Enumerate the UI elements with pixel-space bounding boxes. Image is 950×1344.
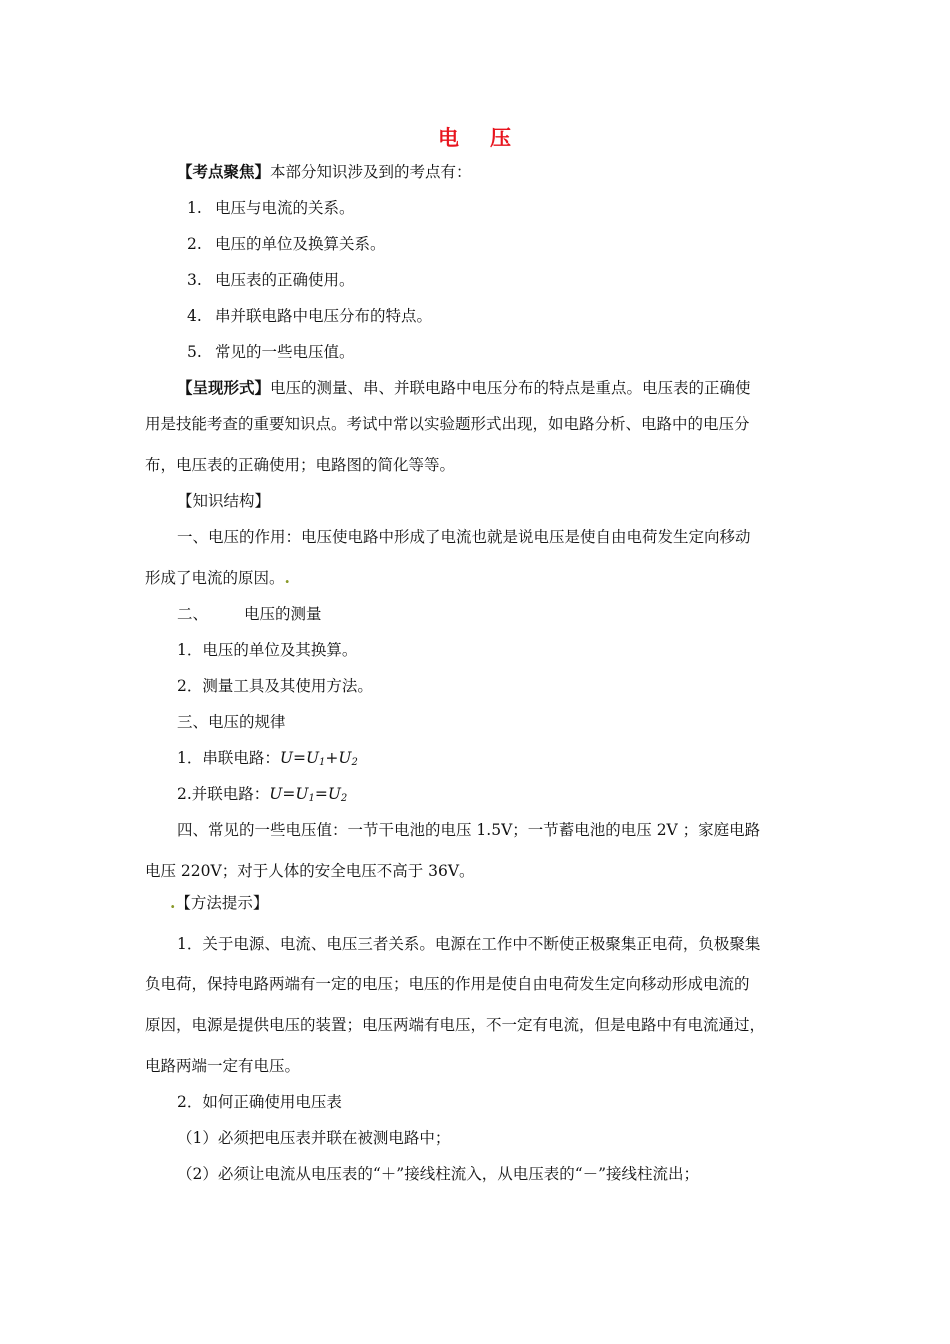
form-line-2: 用是技能考查的重要知识点。考试中常以实验题形式出现，如电路分析、电路中的电压分	[145, 415, 750, 433]
page-title: 电 压	[438, 125, 512, 150]
method-p1-line2: 负电荷，保持电路两端有一定的电压；电压的作用是使自由电荷发生定向移动形成电流的	[145, 975, 750, 993]
structure-s3-item1: 1．串联电路：$U=U_1+U_2$	[177, 749, 358, 768]
focus-heading: 【考点聚焦】	[177, 162, 271, 181]
focus-intro: 本部分知识涉及到的考点有：	[270, 163, 472, 181]
structure-s1-line1: 一、电压的作用：电压使电路中形成了电流也就是说电压是使自由电荷发生定向移动	[177, 528, 751, 546]
structure-s3-item2: 2.并联电路：$U=U_1=U_2$	[177, 785, 348, 804]
method-p1-line4: 电路两端一定有电压。	[145, 1057, 301, 1075]
structure-s1-line2: 形成了电流的原因。.	[145, 568, 290, 587]
structure-s2-item2: 2．测量工具及其使用方法。	[177, 677, 373, 695]
focus-item-5: 5. 常见的一些电压值。	[187, 343, 355, 361]
series-formula: $U=U_1+U_2$	[279, 749, 358, 768]
structure-s2-heading: 二、 电压的测量	[177, 605, 322, 623]
structure-s2-item1: 1．电压的单位及其换算。	[177, 641, 358, 659]
focus-item-1: 1. 电压与电流的关系。	[187, 199, 355, 217]
method-p1-line1: 1．关于电源、电流、电压三者关系。电源在工作中不断使正极聚集正电荷，负极聚集	[177, 935, 761, 953]
method-p2-title: 2．如何正确使用电压表	[177, 1093, 342, 1111]
marker-dot: .	[284, 568, 290, 587]
method-p2-item2: （2）必须让电流从电压表的“＋”接线柱流入，从电压表的“－”接线柱流出；	[177, 1165, 700, 1183]
structure-heading: 【知识结构】	[177, 492, 271, 510]
form-heading: 【呈现形式】	[177, 378, 271, 397]
focus-item-3: 3. 电压表的正确使用。	[187, 271, 355, 289]
method-p1-line3: 原因，电源是提供电压的装置；电压两端有电压，不一定有电流，但是电路中有电流通过，	[145, 1016, 766, 1034]
form-line-1: 【呈现形式】电压的测量、串、并联电路中电压分布的特点是重点。电压表的正确使	[177, 378, 751, 397]
structure-s4-line2: 电压 220V；对于人体的安全电压不高于 36V。	[145, 862, 475, 880]
structure-s3-heading: 三、电压的规律	[177, 713, 286, 731]
focus-heading-line	[177, 162, 472, 182]
method-p2-item1: （1）必须把电压表并联在被测电路中；	[177, 1129, 451, 1147]
focus-item-4: 4. 串并联电路中电压分布的特点。	[187, 307, 433, 325]
method-heading: .【方法提示】	[170, 893, 269, 912]
focus-item-2: 2. 电压的单位及换算关系。	[187, 235, 386, 253]
marker-dot: .	[170, 893, 176, 912]
structure-s4-line1: 四、常见的一些电压值：一节干电池的电压 1.5V；一节蓄电池的电压 2V ；家庭电路	[177, 821, 761, 839]
parallel-formula: $U=U_1=U_2$	[269, 785, 348, 804]
form-line-3: 布，电压表的正确使用；电路图的简化等等。	[145, 456, 456, 474]
